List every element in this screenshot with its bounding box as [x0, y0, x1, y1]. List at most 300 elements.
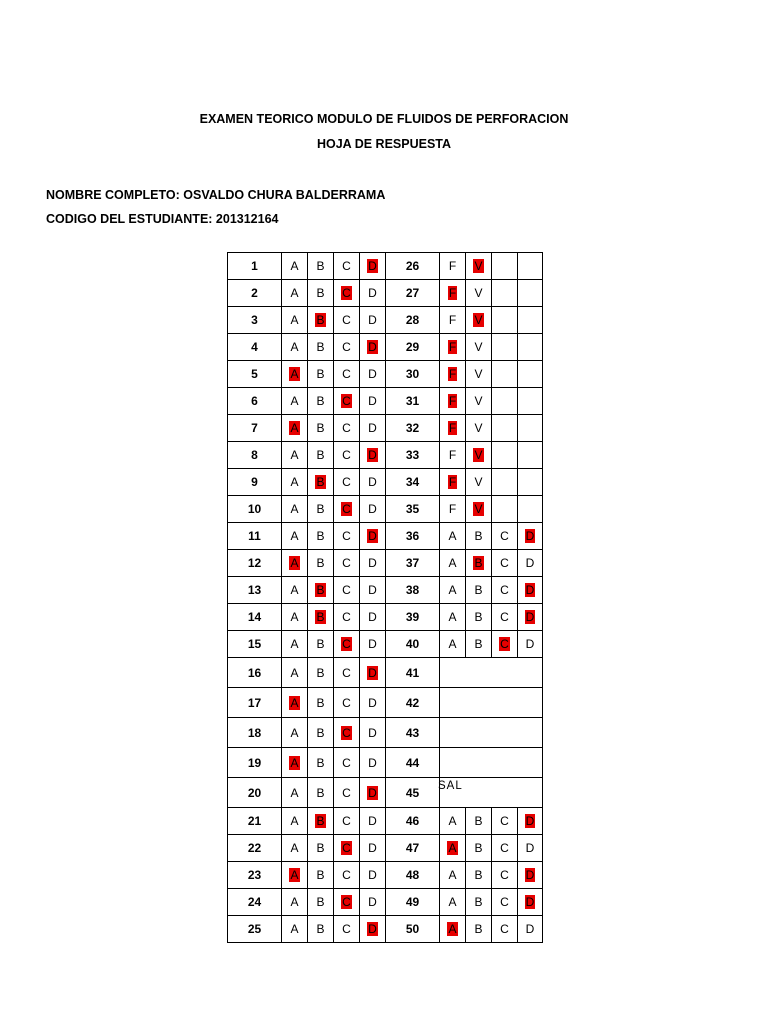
- question-number: 17: [228, 688, 282, 718]
- answer-option-cell: [282, 748, 308, 778]
- answer-option-cell: [466, 808, 492, 835]
- empty-cell: [492, 469, 518, 496]
- answer-option: C: [500, 841, 509, 855]
- marked-answer: D: [368, 529, 377, 543]
- answer-option-cell: [492, 604, 518, 631]
- answer-option-cell: [308, 388, 334, 415]
- answer-option: C: [342, 583, 351, 597]
- answer-option: B: [316, 895, 325, 909]
- answer-option: C: [500, 583, 509, 597]
- answer-option: B: [316, 502, 325, 516]
- answer-option-cell: [360, 658, 386, 688]
- answer-option-cell: [440, 523, 466, 550]
- answer-option-cell: [466, 577, 492, 604]
- answer-option-cell: [308, 307, 334, 334]
- empty-cell: [492, 307, 518, 334]
- answer-option-cell: [334, 361, 360, 388]
- question-number: 26: [386, 253, 440, 280]
- marked-answer: D: [525, 610, 535, 624]
- answer-option: C: [342, 313, 351, 327]
- empty-cell: [518, 334, 543, 361]
- question-number: 19: [228, 748, 282, 778]
- answer-option-cell: [334, 862, 360, 889]
- question-number: 24: [228, 889, 282, 916]
- table-row: [228, 658, 543, 688]
- question-number: 8: [228, 442, 282, 469]
- answer-option-cell: [518, 550, 543, 577]
- marked-answer: A: [290, 421, 299, 435]
- answer-option-cell: [282, 718, 308, 748]
- answer-option: C: [500, 556, 509, 570]
- answer-option-cell: [308, 469, 334, 496]
- answer-option: C: [500, 814, 509, 828]
- question-number: 38: [386, 577, 440, 604]
- answer-option: A: [290, 286, 299, 300]
- answer-option-cell: [334, 307, 360, 334]
- question-number: 2: [228, 280, 282, 307]
- question-number: 22: [228, 835, 282, 862]
- question-number: 50: [386, 916, 440, 943]
- table-row: [228, 307, 543, 334]
- marked-answer: A: [290, 755, 299, 770]
- answer-option-cell: [466, 916, 492, 943]
- answer-option-cell: [334, 280, 360, 307]
- empty-cell: [492, 496, 518, 523]
- question-number: 25: [228, 916, 282, 943]
- answer-option: A: [290, 394, 299, 408]
- answer-option-cell: [360, 334, 386, 361]
- answer-option-cell: [360, 388, 386, 415]
- answer-option: D: [368, 367, 377, 381]
- answer-option-cell: [440, 496, 466, 523]
- answer-option: B: [474, 895, 483, 909]
- marked-answer: D: [525, 583, 535, 597]
- marked-answer: F: [448, 421, 457, 435]
- answer-option-cell: [440, 916, 466, 943]
- table-row: [228, 415, 543, 442]
- marked-answer: D: [368, 448, 377, 462]
- answer-option-cell: [308, 808, 334, 835]
- marked-answer: D: [368, 785, 377, 800]
- marked-answer: V: [474, 313, 483, 327]
- table-row: [228, 469, 543, 496]
- answer-option: A: [290, 814, 299, 828]
- answer-option: D: [368, 475, 377, 489]
- answer-option-cell: [308, 604, 334, 631]
- marked-answer: B: [316, 583, 325, 597]
- answer-option: A: [290, 841, 299, 855]
- answer-option-cell: [360, 577, 386, 604]
- question-number: 21: [228, 808, 282, 835]
- marked-answer: B: [474, 556, 483, 570]
- empty-cell: [492, 280, 518, 307]
- answer-option: B: [316, 259, 325, 273]
- empty-cell: [492, 334, 518, 361]
- answer-option: A: [290, 340, 299, 354]
- marked-answer: F: [448, 394, 457, 408]
- table-row: [228, 889, 543, 916]
- answer-option-cell: [492, 862, 518, 889]
- answer-option-cell: [308, 658, 334, 688]
- answer-option-cell: [308, 748, 334, 778]
- answer-option: C: [342, 259, 351, 273]
- answer-option: C: [342, 610, 351, 624]
- answer-option-cell: [466, 307, 492, 334]
- question-number: 32: [386, 415, 440, 442]
- question-number: 1: [228, 253, 282, 280]
- marked-answer: D: [368, 665, 377, 680]
- answer-option-cell: [282, 835, 308, 862]
- empty-cell: [518, 442, 543, 469]
- marked-answer: A: [448, 841, 457, 855]
- answer-option: C: [342, 814, 351, 828]
- answer-option-cell: [282, 550, 308, 577]
- answer-option-cell: [282, 361, 308, 388]
- answer-option: B: [316, 665, 325, 680]
- answer-option-cell: [308, 688, 334, 718]
- question-number: 28: [386, 307, 440, 334]
- answer-option: C: [342, 367, 351, 381]
- answer-option: D: [368, 313, 377, 327]
- answer-option-cell: [282, 778, 308, 808]
- answer-option-cell: [360, 889, 386, 916]
- answer-option-cell: [308, 916, 334, 943]
- answer-option: C: [342, 340, 351, 354]
- marked-answer: D: [368, 922, 377, 936]
- open-answer-text: SAL: [438, 780, 463, 792]
- answer-option: B: [474, 529, 483, 543]
- empty-cell: [518, 469, 543, 496]
- answer-option-cell: [440, 604, 466, 631]
- answer-option-cell: [282, 808, 308, 835]
- marked-answer: B: [316, 475, 325, 489]
- answer-option-cell: [282, 280, 308, 307]
- answer-option: B: [474, 868, 483, 882]
- answer-option: D: [368, 841, 377, 855]
- answer-option: B: [316, 725, 325, 740]
- answer-option-cell: [282, 442, 308, 469]
- question-number: 6: [228, 388, 282, 415]
- empty-cell: [492, 253, 518, 280]
- answer-option-cell: [360, 778, 386, 808]
- answer-option: D: [368, 583, 377, 597]
- answer-option-cell: [440, 862, 466, 889]
- marked-answer: C: [342, 725, 351, 740]
- question-number: 34: [386, 469, 440, 496]
- answer-option: A: [290, 637, 299, 651]
- answer-option: A: [290, 922, 299, 936]
- answer-option-cell: [440, 889, 466, 916]
- question-number: 40: [386, 631, 440, 658]
- answer-option-cell: [308, 523, 334, 550]
- answer-option-cell: [308, 889, 334, 916]
- table-row: [228, 631, 543, 658]
- answer-option: F: [448, 502, 457, 516]
- marked-answer: D: [525, 895, 535, 909]
- answer-option-cell: [334, 577, 360, 604]
- answer-option: D: [368, 421, 377, 435]
- answer-option: A: [290, 610, 299, 624]
- answer-option: A: [448, 637, 457, 651]
- answer-option: D: [368, 637, 377, 651]
- answer-option: C: [342, 922, 351, 936]
- marked-answer: C: [500, 637, 509, 651]
- marked-answer: B: [316, 814, 325, 828]
- empty-cell: [518, 388, 543, 415]
- answer-option: C: [342, 755, 351, 770]
- answer-option: A: [448, 610, 457, 624]
- answer-option: B: [316, 367, 325, 381]
- answer-option-cell: [334, 496, 360, 523]
- answer-option: C: [342, 421, 351, 435]
- answer-option: D: [368, 895, 377, 909]
- answer-option: B: [474, 922, 483, 936]
- table-row: [228, 808, 543, 835]
- answer-option: D: [368, 556, 377, 570]
- question-number: 42: [386, 688, 440, 718]
- answer-option-cell: [518, 862, 543, 889]
- answer-option-cell: [466, 334, 492, 361]
- table-row: [228, 835, 543, 862]
- answer-option-cell: [466, 253, 492, 280]
- question-number: 10: [228, 496, 282, 523]
- answer-option: B: [474, 841, 483, 855]
- answer-option-cell: [334, 658, 360, 688]
- answer-option-cell: [282, 496, 308, 523]
- answer-option: C: [342, 665, 351, 680]
- answer-option-cell: [334, 835, 360, 862]
- table-row: [228, 253, 543, 280]
- answer-option: B: [474, 583, 483, 597]
- answer-option-cell: [334, 688, 360, 718]
- answer-option-cell: [282, 415, 308, 442]
- answer-option-cell: [282, 307, 308, 334]
- table-row: [228, 778, 543, 808]
- answer-option-cell: [440, 550, 466, 577]
- answer-option: B: [316, 695, 325, 710]
- question-number: 16: [228, 658, 282, 688]
- answer-option-cell: [440, 577, 466, 604]
- marked-answer: D: [525, 868, 535, 882]
- answer-option: C: [342, 695, 351, 710]
- answer-option-cell: [466, 388, 492, 415]
- empty-cell: [518, 253, 543, 280]
- answer-option-cell: [518, 577, 543, 604]
- answer-option: A: [290, 475, 299, 489]
- empty-cell: [492, 361, 518, 388]
- answer-option-cell: [440, 307, 466, 334]
- answer-option: B: [316, 755, 325, 770]
- answer-option-cell: [466, 496, 492, 523]
- question-number: 48: [386, 862, 440, 889]
- marked-answer: D: [368, 340, 377, 354]
- question-number: 4: [228, 334, 282, 361]
- answer-option: V: [474, 475, 483, 489]
- marked-answer: C: [342, 502, 351, 516]
- answer-option-cell: [440, 442, 466, 469]
- answer-option-cell: [282, 658, 308, 688]
- table-row: [228, 523, 543, 550]
- answer-option: A: [290, 259, 299, 273]
- marked-answer: C: [342, 895, 351, 909]
- answer-option-cell: [308, 550, 334, 577]
- answer-option: F: [448, 259, 457, 273]
- answer-option-cell: [492, 577, 518, 604]
- answer-option: A: [290, 313, 299, 327]
- answer-option-cell: [360, 415, 386, 442]
- question-number: 44: [386, 748, 440, 778]
- answer-option-cell: [308, 442, 334, 469]
- table-row: [228, 388, 543, 415]
- question-number: 46: [386, 808, 440, 835]
- answer-option-cell: [360, 523, 386, 550]
- answer-option: A: [290, 502, 299, 516]
- answer-option: A: [290, 725, 299, 740]
- answer-option-cell: [466, 415, 492, 442]
- empty-cell: [492, 415, 518, 442]
- answer-option: B: [316, 448, 325, 462]
- marked-answer: V: [474, 448, 483, 462]
- answer-option-cell: [518, 604, 543, 631]
- answer-option-cell: [466, 361, 492, 388]
- question-number: 12: [228, 550, 282, 577]
- answer-option: A: [290, 785, 299, 800]
- answer-option-cell: [360, 550, 386, 577]
- answer-option: B: [316, 922, 325, 936]
- answer-option: V: [474, 394, 483, 408]
- marked-answer: V: [474, 259, 483, 273]
- marked-answer: V: [474, 502, 483, 516]
- marked-answer: F: [448, 475, 457, 489]
- question-number: 39: [386, 604, 440, 631]
- answer-option-cell: [282, 469, 308, 496]
- table-row: [228, 688, 543, 718]
- answer-option: A: [448, 895, 457, 909]
- answer-option-cell: [466, 631, 492, 658]
- answer-option-cell: [360, 862, 386, 889]
- answer-option-cell: [282, 388, 308, 415]
- answer-option-cell: [334, 550, 360, 577]
- answer-option: D: [368, 394, 377, 408]
- marked-answer: B: [316, 313, 325, 327]
- answer-option: V: [474, 421, 483, 435]
- answer-option-cell: [308, 631, 334, 658]
- open-answer-cell: [440, 748, 543, 778]
- answer-option: D: [368, 814, 377, 828]
- marked-answer: D: [368, 259, 377, 273]
- answer-option-cell: [334, 889, 360, 916]
- marked-answer: B: [316, 610, 325, 624]
- marked-answer: A: [290, 868, 299, 882]
- answer-option: A: [448, 814, 457, 828]
- table-row: [228, 862, 543, 889]
- answer-option-cell: [440, 334, 466, 361]
- answer-option: D: [368, 695, 377, 710]
- question-number: 31: [386, 388, 440, 415]
- answer-option: D: [525, 922, 535, 936]
- answer-option-cell: [308, 334, 334, 361]
- answer-option: C: [342, 475, 351, 489]
- answer-option: D: [525, 556, 535, 570]
- answer-option: D: [368, 868, 377, 882]
- answer-option: B: [474, 610, 483, 624]
- answer-option-cell: [334, 469, 360, 496]
- answer-option: B: [316, 556, 325, 570]
- answer-option-cell: [334, 388, 360, 415]
- question-number: 3: [228, 307, 282, 334]
- answer-option-cell: [440, 835, 466, 862]
- student-code: CODIGO DEL ESTUDIANTE: 201312164: [46, 212, 279, 226]
- empty-cell: [492, 442, 518, 469]
- answer-option-cell: [518, 916, 543, 943]
- answer-option-cell: [334, 415, 360, 442]
- question-number: 20: [228, 778, 282, 808]
- answer-option-cell: [360, 442, 386, 469]
- answer-option-cell: [308, 415, 334, 442]
- table-row: [228, 361, 543, 388]
- question-number: 23: [228, 862, 282, 889]
- question-number: 29: [386, 334, 440, 361]
- question-number: 7: [228, 415, 282, 442]
- answer-option: B: [316, 286, 325, 300]
- answer-option: F: [448, 448, 457, 462]
- question-number: 9: [228, 469, 282, 496]
- answer-option-cell: [492, 916, 518, 943]
- answer-option: B: [316, 394, 325, 408]
- marked-answer: A: [448, 922, 457, 936]
- table-row: [228, 604, 543, 631]
- answer-option: C: [500, 922, 509, 936]
- question-number: 11: [228, 523, 282, 550]
- answer-option-cell: [308, 496, 334, 523]
- answer-option-cell: [360, 631, 386, 658]
- question-number: 5: [228, 361, 282, 388]
- answer-option-cell: [360, 748, 386, 778]
- answer-option: C: [500, 529, 509, 543]
- question-number: 41: [386, 658, 440, 688]
- answer-option-cell: [360, 688, 386, 718]
- answer-option: V: [474, 286, 483, 300]
- answer-option: F: [448, 313, 457, 327]
- table-row: [228, 550, 543, 577]
- question-number: 15: [228, 631, 282, 658]
- answer-option: C: [342, 448, 351, 462]
- answer-option-cell: [308, 253, 334, 280]
- answer-option-cell: [308, 718, 334, 748]
- open-answer-cell: [440, 688, 543, 718]
- answer-option-cell: [282, 334, 308, 361]
- answer-option-cell: [308, 835, 334, 862]
- answer-option-cell: [466, 523, 492, 550]
- answer-option: C: [500, 868, 509, 882]
- answer-option-cell: [334, 916, 360, 943]
- table-row: [228, 280, 543, 307]
- empty-cell: [518, 361, 543, 388]
- answer-option-cell: [492, 808, 518, 835]
- marked-answer: A: [290, 695, 299, 710]
- answer-option-cell: [360, 280, 386, 307]
- answer-option-cell: [334, 748, 360, 778]
- answer-option-cell: [360, 916, 386, 943]
- exam-title: EXAMEN TEORICO MODULO DE FLUIDOS DE PERFORACION: [199, 112, 569, 126]
- table-row: [228, 496, 543, 523]
- answer-option: A: [290, 665, 299, 680]
- answer-option-cell: [360, 469, 386, 496]
- answer-option-cell: [334, 604, 360, 631]
- answer-option: D: [525, 637, 535, 651]
- answer-option-cell: [334, 778, 360, 808]
- answer-option-cell: [440, 388, 466, 415]
